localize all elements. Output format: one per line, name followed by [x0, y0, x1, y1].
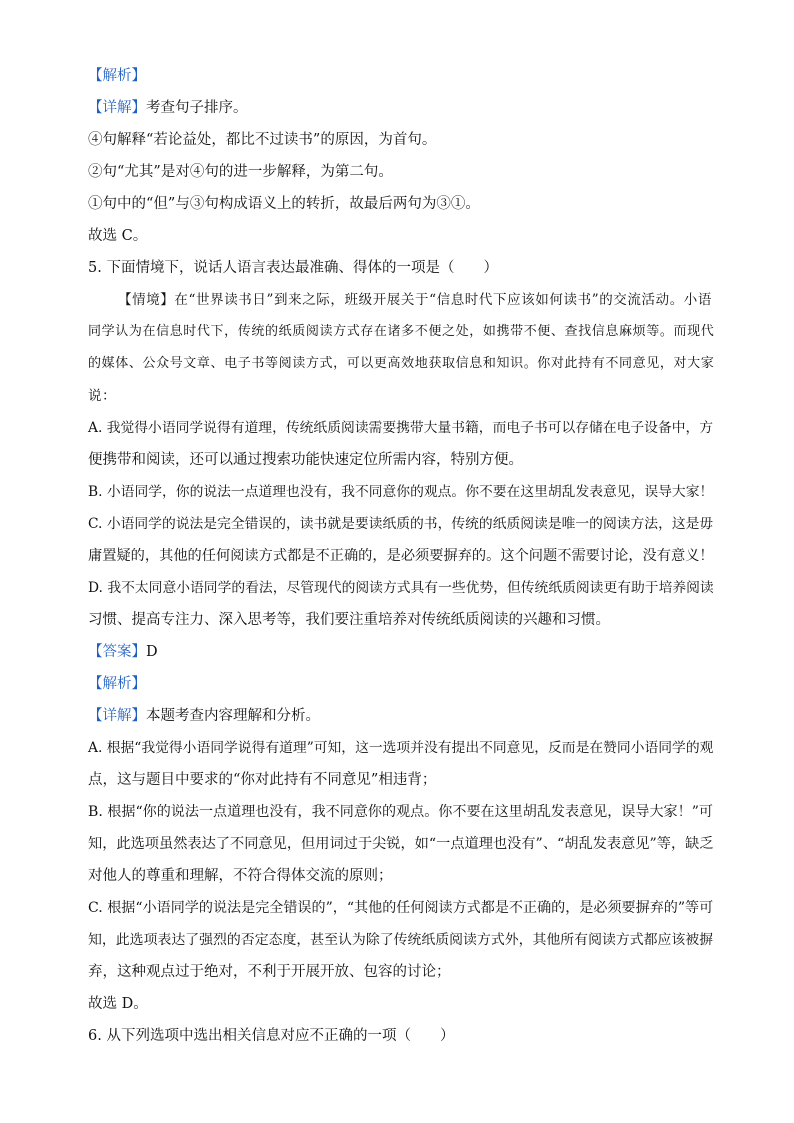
detail-text: 本题考查内容理解和分析。	[146, 708, 320, 724]
answer-value: D	[146, 644, 158, 660]
analysis-line: 弃，这种观点过于绝对，不利于开展开放、包容的讨论；	[88, 964, 451, 980]
option-c: C. 小语同学的说法是完全错误的，读书就是要读纸质的书，传统的纸质阅读是唯一的阅读方法，这是毋	[88, 516, 714, 532]
scenario-line: 同学认为在信息时代下，传统的纸质阅读方式存在诸多不便之处，如携带不便、查找信息麻烦等。而现代	[88, 324, 715, 339]
detail-text: 考查句子排序。	[146, 100, 248, 116]
analysis-line: 知，此选项表达了强烈的否定态度，甚至认为除了传统纸质阅读方式外，其他所有阅读方式都应该被摒	[88, 932, 714, 948]
option-d: D. 我不太同意小语同学的看法，尽管现代的阅读方式具有一些优势，但传统纸质阅读更有助于培养阅读	[88, 580, 714, 596]
question-5-stem: 5. 下面情境下，说话人语言表达最准确、得体的一项是（ ）	[88, 260, 498, 276]
question-6-stem: 6. 从下列选项中选出相关信息对应不正确的一项（ ）	[88, 1028, 455, 1044]
answer-choice-line: 故选 D。	[88, 996, 148, 1012]
scenario-line: 说：	[88, 388, 117, 404]
option-c-cont: 庸置疑的，其他的任何阅读方式都是不正确的，是必须要摒弃的。这个问题不需要讨论，没有意义！	[88, 548, 714, 564]
section-heading-analysis: 【解析】	[88, 68, 146, 84]
analysis-line: C. 根据“小语同学的说法是完全错误的”，“其他的任何阅读方式都是不正确的，是必须要摒弃的”等可	[88, 900, 714, 916]
analysis-line: ②句“尤其”是对④句的进一步解释，为第二句。	[88, 164, 393, 180]
option-a: A. 我觉得小语同学说得有道理，传统纸质阅读需要携带大量书籍，而电子书可以存储在电子设备中，方	[88, 420, 714, 436]
answer-choice-line: 故选 C。	[88, 228, 148, 244]
detail-line	[88, 98, 248, 118]
detail-label: 【详解】	[88, 708, 146, 724]
analysis-line: ④句解释“若论益处，都比不过读书”的原因，为首句。	[88, 132, 437, 148]
analysis-line: ①句中的“但”与③句构成语义上的转折，故最后两句为③①。	[88, 196, 480, 212]
detail-label: 【详解】	[88, 100, 146, 116]
analysis-line: B. 根据“你的说法一点道理也没有，我不同意你的观点。你不要在这里胡乱发表意见，误导大家！”可	[88, 804, 713, 820]
option-b: B. 小语同学，你的说法一点道理也没有，我不同意你的观点。你不要在这里胡乱发表意见，误导大家！	[88, 484, 714, 500]
detail-line	[88, 706, 320, 726]
section-heading-analysis: 【解析】	[88, 676, 146, 692]
analysis-line: 知，此选项虽然表达了不同意见，但用词过于尖锐，如“一点道理也没有”、“胡乱发表意见”等，缺乏	[88, 836, 714, 852]
analysis-line: 对他人的尊重和理解，不符合得体交流的原则；	[88, 868, 393, 884]
scenario-line: 【情境】在“世界读书日”到来之际，班级开展关于“信息时代下应该如何读书”的交流活动。小语	[118, 292, 713, 308]
analysis-line: A. 根据“我觉得小语同学说得有道理”可知，这一选项并没有提出不同意见，反而是在赞同小语同学的观	[88, 740, 714, 756]
answer-label: 【答案】	[88, 644, 146, 660]
option-d-cont: 习惯、提高专注力、深入思考等，我们要注重培养对传统纸质阅读的兴趣和习惯。	[88, 612, 610, 628]
scenario-line: 的媒体、公众号文章、电子书等阅读方式，可以更高效地获取信息和知识。你对此持有不同意见，对大家	[88, 356, 715, 371]
analysis-line: 点，这与题目中要求的“你对此持有不同意见”相违背；	[88, 772, 437, 788]
option-a-cont: 便携带和阅读，还可以通过搜索功能快速定位所需内容，特别方便。	[88, 452, 523, 468]
answer-line	[88, 642, 158, 662]
